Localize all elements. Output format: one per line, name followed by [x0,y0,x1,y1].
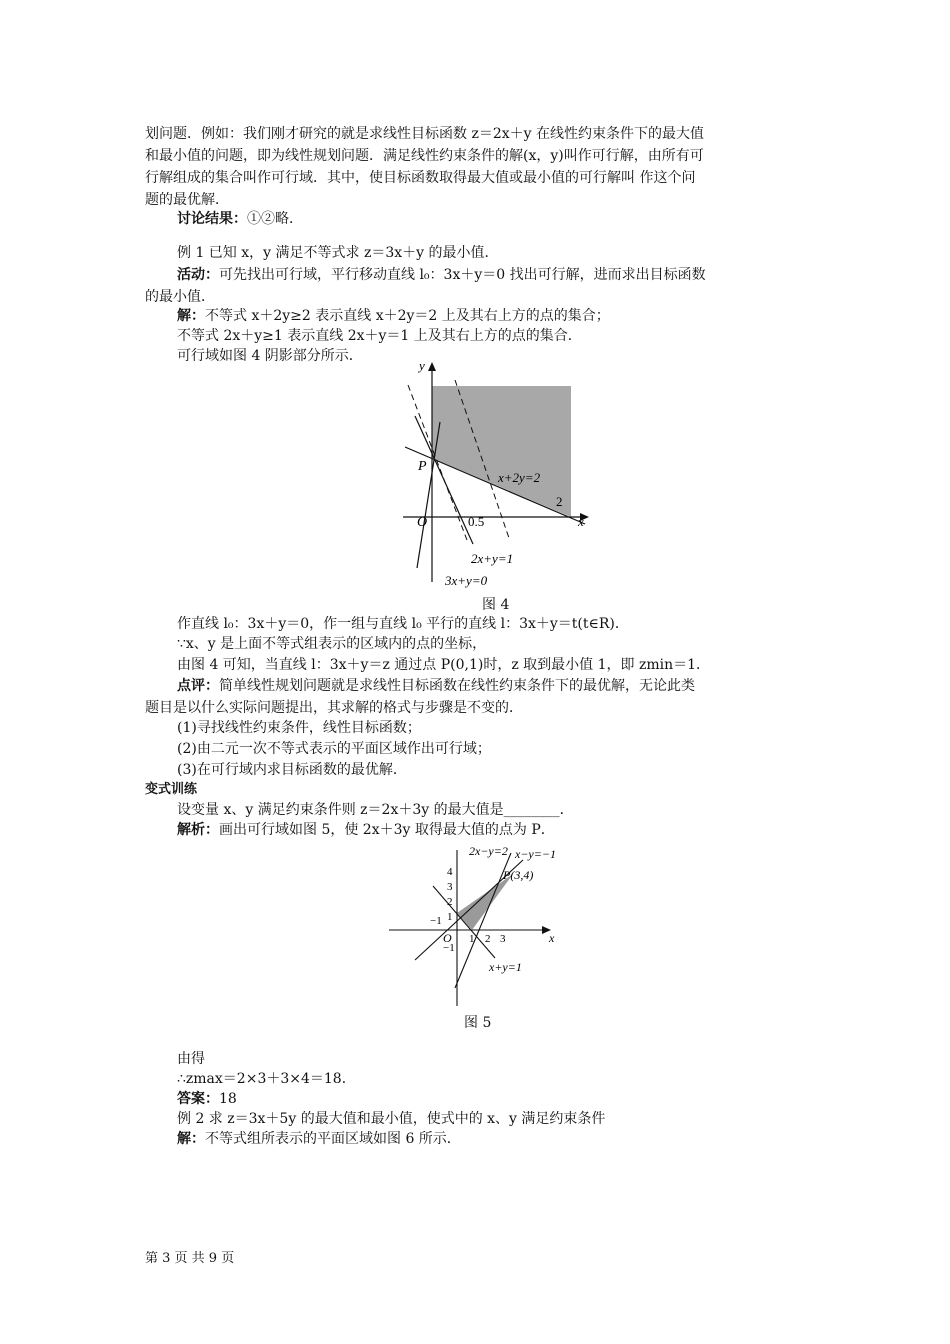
ex1-activity [177,265,706,285]
fig5-tick-y2: 2 [447,896,453,908]
ex2-solution [177,1129,461,1149]
ex2-title: 例 2 求 z＝3x＋5y 的最大值和最小值，使式中的 x、y 满足约束条件 [177,1111,606,1127]
answer-label: 答案： [177,1091,219,1107]
answer [177,1089,237,1109]
fig5-label-l3: x+y=1 [489,960,522,974]
ex1-comment-cont: 题目是以什么实际问题提出，其求解的格式与步骤是不变的． [145,700,523,716]
ex2-solution-label: 解： [177,1131,205,1147]
page-footer: 第 3 页 共 9 页 [145,1251,235,1266]
solution-text: 不等式 x＋2y≥2 表示直线 x＋2y＝2 上及其右上方的点的集合； [205,308,610,324]
fig5-point-P: P(3,4) [503,868,534,882]
para1-line1: 划问题．例如：我们刚才研究的就是求线性目标函数 z＝2x＋y 在线性约束条件下的最大值 [145,126,704,142]
fig5-tick-y3: 3 [447,881,453,893]
fig5-x-label: x [549,931,555,945]
fig4-label-l2: 2x+y=1 [471,551,514,566]
solution-label: 解： [177,308,205,324]
variant-title: 变式训练 [145,782,198,797]
fig4-label-l3: 3x+y=0 [445,573,488,588]
ex1-solution [177,306,610,326]
fig5-tick-y4: 4 [447,866,453,878]
fig5-origin-O: O [443,931,452,945]
variant-analysis [177,820,555,840]
after-line1: 由得 [177,1051,205,1067]
figure-5 [385,838,565,1010]
para1-line3: 行解组成的集合叫作可行域．其中，使目标函数取得最大值或最小值的可行解叫 作这个问 [145,170,696,186]
analysis-text: 画出可行域如图 5，使 2x＋3y 取得最大值的点为 P． [219,822,555,838]
variant-question: 设变量 x、y 满足约束条件则 z＝2x＋3y 的最大值是________． [177,802,574,818]
para1-line4: 题的最优解． [145,192,229,208]
step-1: (1)寻找线性约束条件，线性目标函数； [177,720,421,736]
feasible-triangle-shade [457,874,513,930]
feasible-region-shade [432,386,571,517]
discussion [177,209,303,229]
para1-line2: 和最小值的问题，即为线性规划问题．满足线性约束条件的解(x，y)叫作可行解，由所有可 [145,148,704,164]
activity-label: 活动： [177,267,219,283]
fig5-label-l1: 2x−y=2 [469,844,508,858]
ex1-solution-line2: 不等式 2x＋y≥1 表示直线 2x＋y＝1 上及其右上方的点的集合． [177,328,582,344]
line-3x-plus-y [417,422,440,568]
y-axis-arrow-icon [428,362,436,371]
fig5-tick-x3: 3 [500,933,506,945]
ex1-line-because: ∵x、y 是上面不等式组表示的区域内的点的坐标， [177,636,487,652]
after-line2: ∴zmax＝2×3＋3×4＝18． [177,1071,356,1087]
fig5-tick-x2: 2 [485,933,491,945]
fig4-x-label: x [578,514,584,529]
fig5-tick-ym1: −1 [443,942,455,954]
fig5-label-l2: x−y=−1 [515,847,556,861]
discussion-text: ①②略． [247,211,303,227]
fig4-tick-2: 2 [556,494,563,509]
figure-4 [395,360,600,592]
fig4-label-l1: x+2y=2 [498,470,541,485]
fig5-tick-xm1: −1 [430,915,442,927]
fig4-tick-half: 0.5 [468,514,485,529]
ex1-title: 例 1 已知 x，y 满足不等式求 z＝3x＋y 的最小值． [177,245,499,261]
ex1-activity-cont: 的最小值． [145,289,215,305]
discussion-label: 讨论结果： [177,211,247,227]
ex1-solution-line3: 可行域如图 4 阴影部分所示． [177,348,363,364]
figure-4-caption: 图 4 [482,597,510,613]
ex1-comment [177,676,695,696]
fig4-y-label: y [419,360,425,373]
step-2: (2)由二元一次不等式表示的平面区域作出可行域； [177,741,491,757]
comment-label: 点评： [177,678,219,694]
step-3: (3)在可行域内求目标函数的最优解． [177,762,407,778]
fig4-point-P: P [418,459,427,474]
figure-5-caption: 图 5 [464,1015,492,1031]
fig4-origin-O: O [417,515,428,530]
analysis-label: 解析： [177,822,219,838]
activity-text: 可先找出可行域，平行移动直线 l₀：3x＋y＝0 找出可行解，进而求出目标函数 [219,267,706,283]
answer-text: 18 [219,1091,237,1107]
ex1-line-l0: 作直线 l₀：3x＋y＝0，作一组与直线 l₀ 平行的直线 l：3x＋y＝t(t∈R)． [177,616,629,632]
fig5-tick-x1: 1 [469,933,475,945]
fig5-tick-y1: 1 [447,911,453,923]
ex2-solution-text: 不等式组所表示的平面区域如图 6 所示． [205,1131,461,1147]
comment-text: 简单线性规划问题就是求线性目标函数在线性约束条件下的最优解，无论此类 [219,678,695,694]
ex1-line-conclusion: 由图 4 可知，当直线 l：3x＋y＝z 通过点 P(0,1)时，z 取到最小值 1，即 zmin＝1． [177,657,711,673]
